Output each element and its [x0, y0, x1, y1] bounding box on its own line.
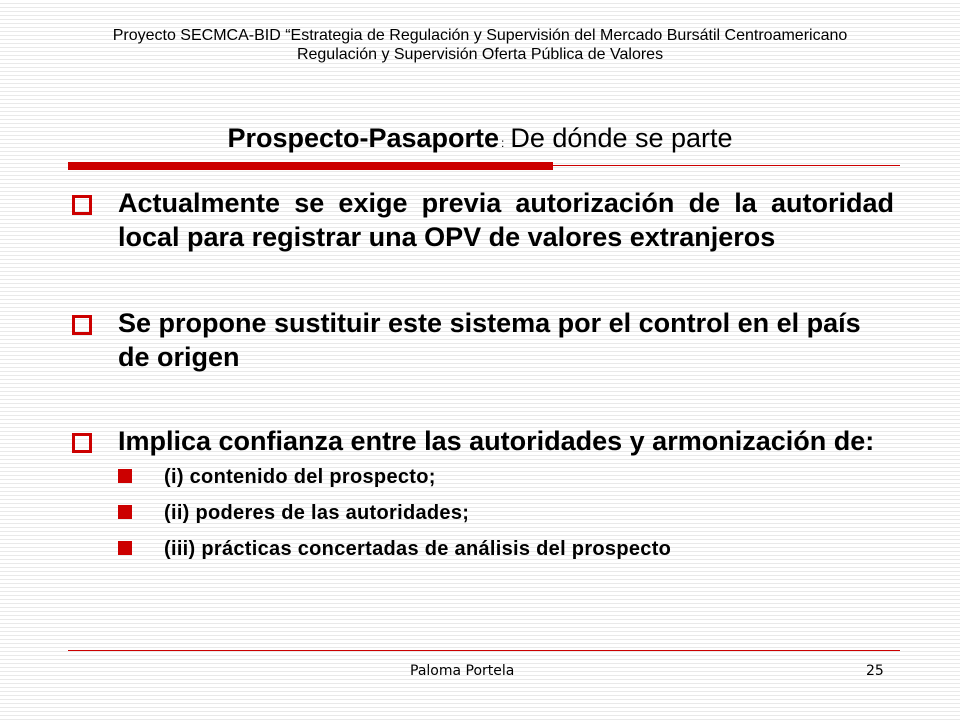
bullet-text: Se propone sustituir este sistema por el control en el país de origen	[118, 308, 861, 372]
filled-square-icon	[118, 469, 132, 483]
sub-bullet-item	[72, 500, 894, 526]
bullet-item	[72, 186, 894, 254]
header-project-line: Proyecto SECMCA-BID “Estrategia de Regulación y Supervisión del Mercado Bursátil Centroamericano	[112, 27, 848, 44]
title-underline-thin	[68, 165, 900, 166]
filled-square-icon	[118, 505, 132, 519]
title-main: Prospecto-Pasaporte	[227, 123, 500, 153]
title-sub: De dónde se parte	[510, 123, 733, 153]
hollow-square-icon	[72, 315, 92, 335]
filled-square-icon	[118, 541, 132, 555]
slide-title	[60, 121, 900, 160]
bullet-list	[72, 186, 894, 562]
sub-bullet-text: (ii) poderes de las autoridades;	[164, 502, 470, 524]
bullet-text: Actualmente se exige previa autorización de la autoridad local para registrar una OPV de valores extranjeros	[118, 188, 894, 252]
title-underline-thick	[68, 162, 553, 170]
bullet-text: Implica confianza entre las autoridades y armonización de:	[118, 426, 875, 456]
title-separator: :	[501, 136, 505, 150]
footer-divider	[68, 650, 900, 651]
sub-bullet-item	[72, 536, 894, 562]
footer-author: Paloma Portela	[410, 663, 515, 679]
hollow-square-icon	[72, 195, 92, 215]
sub-bullet-item	[72, 464, 894, 490]
page-number: 25	[866, 663, 884, 679]
sub-bullet-list	[72, 464, 894, 562]
sub-bullet-text: (iii) prácticas concertadas de análisis del prospecto	[164, 538, 672, 560]
sub-bullet-text: (i) contenido del prospecto;	[164, 466, 436, 488]
bullet-item	[72, 306, 894, 374]
bullet-item	[72, 424, 894, 458]
header-subtitle-line: Regulación y Supervisión Oferta Pública de Valores	[296, 46, 664, 63]
hollow-square-icon	[72, 433, 92, 453]
slide-header	[60, 26, 900, 64]
